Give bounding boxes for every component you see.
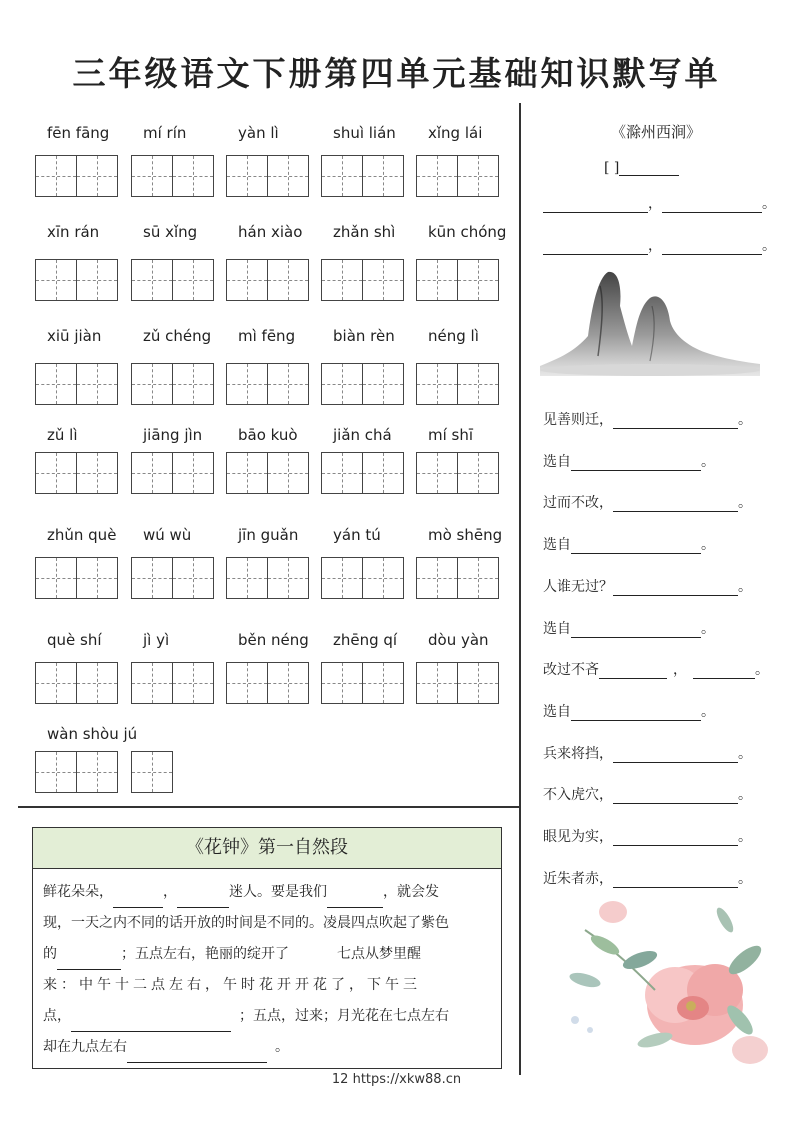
pinyin-label: néng lì [428,327,479,345]
tianzige-cell[interactable] [226,363,268,405]
idiom-line: 眼见为实， 。 [543,829,752,845]
fill-blank[interactable] [57,953,121,970]
pinyin-label: mí rín [143,124,187,142]
huazhong-box [32,827,502,1069]
tianzige-cell[interactable] [226,259,268,301]
writing-box[interactable] [131,259,213,301]
tianzige-cell[interactable] [76,452,118,494]
tianzige-cell[interactable] [267,557,309,599]
pinyin-label: biàn rèn [333,327,395,345]
tianzige-cell[interactable] [226,557,268,599]
pinyin-label: bāo kuò [238,426,298,444]
writing-box[interactable] [321,259,403,301]
tianzige-cell[interactable] [35,259,77,301]
tianzige-cell[interactable] [321,452,363,494]
pinyin-label: jì yì [143,631,170,649]
pinyin-label: jiǎn chá [333,426,392,444]
fill-blank[interactable] [613,581,738,596]
fill-blank[interactable] [613,873,738,888]
tianzige-cell[interactable] [362,363,404,405]
pinyin-label: fēn fāng [47,124,110,142]
tianzige-cell[interactable] [321,155,363,197]
tianzige-cell[interactable] [76,662,118,704]
tianzige-cell[interactable] [321,259,363,301]
tianzige-cell[interactable] [457,363,499,405]
poem-blank[interactable] [662,240,762,255]
poem-line-1: ， 。 [543,193,776,213]
tianzige-cell[interactable] [131,363,173,405]
tianzige-cell[interactable] [76,751,118,793]
tianzige-cell[interactable] [457,452,499,494]
pinyin-label: běn néng [238,631,309,649]
page-footer: 12 https://xkw88.cn [331,1072,462,1087]
tianzige-cell[interactable] [416,557,458,599]
pinyin-label: jiāng jìn [143,426,203,444]
fill-blank[interactable] [571,539,701,554]
tianzige-cell[interactable] [35,452,77,494]
tianzige-cell[interactable] [416,662,458,704]
writing-box[interactable] [226,452,308,494]
idiom-line: 兵来将挡， 。 [543,746,752,762]
idiom-line: 见善则迁， 。 [543,412,752,428]
writing-box[interactable] [226,259,308,301]
huazhong-text: 鲜花朵朵， ， 迷人。要是我们 ，就会发 现，一天之内不同的话开放的时间是不同的。凌晨四点吹起了紫色 的 ；五点左右，艳丽的绽开了 七点从梦里醒 来：中午十二点左右，午时花开开花了，下午三 点， ；五点，过来；月光花在七点左右 却在九点左右 。 [33,869,501,1063]
writing-box[interactable] [321,557,403,599]
idiom-line: 不入虎穴， 。 [543,787,752,803]
section-divider [18,806,519,808]
pinyin-label: què shí [47,631,102,649]
mountain-illustration [540,266,760,376]
tianzige-cell[interactable] [416,155,458,197]
fill-blank[interactable] [571,623,701,638]
writing-box[interactable] [416,557,498,599]
tianzige-cell[interactable] [457,259,499,301]
pinyin-label: yán tú [333,526,381,544]
tianzige-cell[interactable] [226,662,268,704]
idiom-line: 过而不改， 。 [543,495,752,511]
tianzige-cell[interactable] [362,155,404,197]
page-title: 三年级语文下册第四单元基础知识默写单 [72,54,721,93]
poem-author-blank[interactable] [619,161,679,176]
tianzige-cell[interactable] [457,557,499,599]
idiom-line: 人谁无过？ 。 [543,579,752,595]
writing-box[interactable] [131,662,213,704]
writing-box[interactable] [321,363,403,405]
tianzige-cell[interactable] [321,557,363,599]
tianzige-cell[interactable] [226,452,268,494]
tianzige-cell[interactable] [131,452,173,494]
pinyin-label: yàn lì [238,124,279,142]
tianzige-cell[interactable] [172,452,214,494]
tianzige-cell[interactable] [172,155,214,197]
flower-illustration [545,890,775,1070]
pinyin-label: sū xǐng [143,223,198,241]
pinyin-label: jīn guǎn [238,526,299,544]
tianzige-cell[interactable] [172,363,214,405]
fill-blank[interactable] [613,831,738,846]
pinyin-label: xǐng lái [428,124,483,142]
writing-box[interactable] [35,452,117,494]
pinyin-label: zǔ lì [47,426,78,444]
writing-box[interactable] [131,363,213,405]
pinyin-label: wàn shòu jú [47,725,138,743]
tianzige-cell[interactable] [131,155,173,197]
tianzige-cell[interactable] [457,155,499,197]
tianzige-cell[interactable] [416,259,458,301]
tianzige-cell[interactable] [362,452,404,494]
pinyin-label: kūn chóng [428,223,507,241]
idiom-line: 选自 。 [543,537,715,553]
writing-box[interactable] [131,557,213,599]
tianzige-cell[interactable] [416,452,458,494]
poem-author-line [604,160,679,176]
tianzige-cell[interactable] [76,259,118,301]
tianzige-cell[interactable] [131,662,173,704]
fill-blank[interactable] [613,497,738,512]
tianzige-cell[interactable] [267,363,309,405]
idiom-line: 改过不吝 ， 。 [543,662,769,678]
poem-line-2: ， 。 [543,235,776,255]
huazhong-title: 《花钟》第一自然段 [33,828,501,869]
writing-box[interactable] [321,662,403,704]
pinyin-label: zhǎn shì [333,223,396,241]
fill-blank[interactable] [571,456,701,471]
pinyin-label: shuì lián [333,124,396,142]
writing-box[interactable] [35,751,117,793]
column-divider [519,103,521,1075]
pinyin-label: mì fēng [238,327,296,345]
idiom-line: 近朱者赤， 。 [543,871,752,887]
writing-box[interactable] [131,452,213,494]
tianzige-cell[interactable] [35,155,77,197]
fill-blank[interactable] [613,414,738,429]
writing-box[interactable] [416,259,498,301]
writing-box[interactable] [35,363,117,405]
writing-box[interactable] [416,155,498,197]
tianzige-cell[interactable] [362,662,404,704]
pinyin-label: xīn rán [47,223,100,241]
fill-blank[interactable] [127,1046,267,1063]
poem-blank[interactable] [662,198,762,213]
pinyin-label: zhǔn què [47,526,117,544]
fill-blank[interactable] [613,789,738,804]
tianzige-cell[interactable] [76,557,118,599]
writing-box[interactable] [226,662,308,704]
idiom-line: 选自 。 [543,704,715,720]
tianzige-cell[interactable] [35,751,77,793]
tianzige-cell[interactable] [362,259,404,301]
pinyin-label: zǔ chéng [143,327,212,345]
writing-box[interactable] [321,155,403,197]
tianzige-cell[interactable] [362,557,404,599]
tianzige-cell[interactable] [226,155,268,197]
tianzige-cell[interactable] [131,557,173,599]
fill-blank[interactable] [177,891,229,908]
writing-box[interactable] [226,557,308,599]
pinyin-label: mò shēng [428,526,503,544]
writing-box[interactable] [35,259,117,301]
writing-box[interactable] [226,155,308,197]
idiom-line: 选自 。 [543,621,715,637]
tianzige-cell[interactable] [267,662,309,704]
fill-blank[interactable] [71,1015,231,1032]
tianzige-cell[interactable] [76,155,118,197]
writing-box[interactable] [131,751,172,793]
pinyin-label: zhēng qí [333,631,398,649]
poem-blank[interactable] [543,198,648,213]
tianzige-cell[interactable] [321,662,363,704]
pinyin-label: dòu yàn [428,631,489,649]
fill-blank[interactable] [113,891,163,908]
tianzige-cell[interactable] [131,259,173,301]
writing-box[interactable] [35,662,117,704]
pinyin-label: hán xiào [238,223,303,241]
tianzige-cell[interactable] [76,363,118,405]
poem-author-bracket: [ ] [604,160,620,176]
tianzige-cell[interactable] [267,155,309,197]
poem-blank[interactable] [543,240,648,255]
pinyin-label: xiū jiàn [47,327,102,345]
tianzige-cell[interactable] [172,557,214,599]
tianzige-cell[interactable] [267,452,309,494]
fill-blank[interactable] [599,664,667,679]
writing-box[interactable] [35,155,117,197]
tianzige-cell[interactable] [457,662,499,704]
fill-blank[interactable] [327,891,383,908]
tianzige-cell[interactable] [35,363,77,405]
fill-blank[interactable] [693,664,755,679]
fill-blank[interactable] [613,748,738,763]
writing-box[interactable] [416,452,498,494]
tianzige-cell[interactable] [416,363,458,405]
fill-blank[interactable] [571,706,701,721]
tianzige-cell[interactable] [35,662,77,704]
writing-box[interactable] [321,452,403,494]
pinyin-label: wú wù [143,526,192,544]
idiom-line: 选自 。 [543,454,715,470]
tianzige-cell[interactable] [172,259,214,301]
writing-box[interactable] [35,557,117,599]
poem-title: 《滁州西涧》 [611,123,702,141]
pinyin-label: mí shī [428,426,474,444]
writing-box[interactable] [416,662,498,704]
tianzige-cell[interactable] [131,751,173,793]
tianzige-cell[interactable] [172,662,214,704]
tianzige-cell[interactable] [267,259,309,301]
tianzige-cell[interactable] [35,557,77,599]
writing-box[interactable] [226,363,308,405]
tianzige-cell[interactable] [321,363,363,405]
writing-box[interactable] [131,155,213,197]
writing-box[interactable] [416,363,498,405]
